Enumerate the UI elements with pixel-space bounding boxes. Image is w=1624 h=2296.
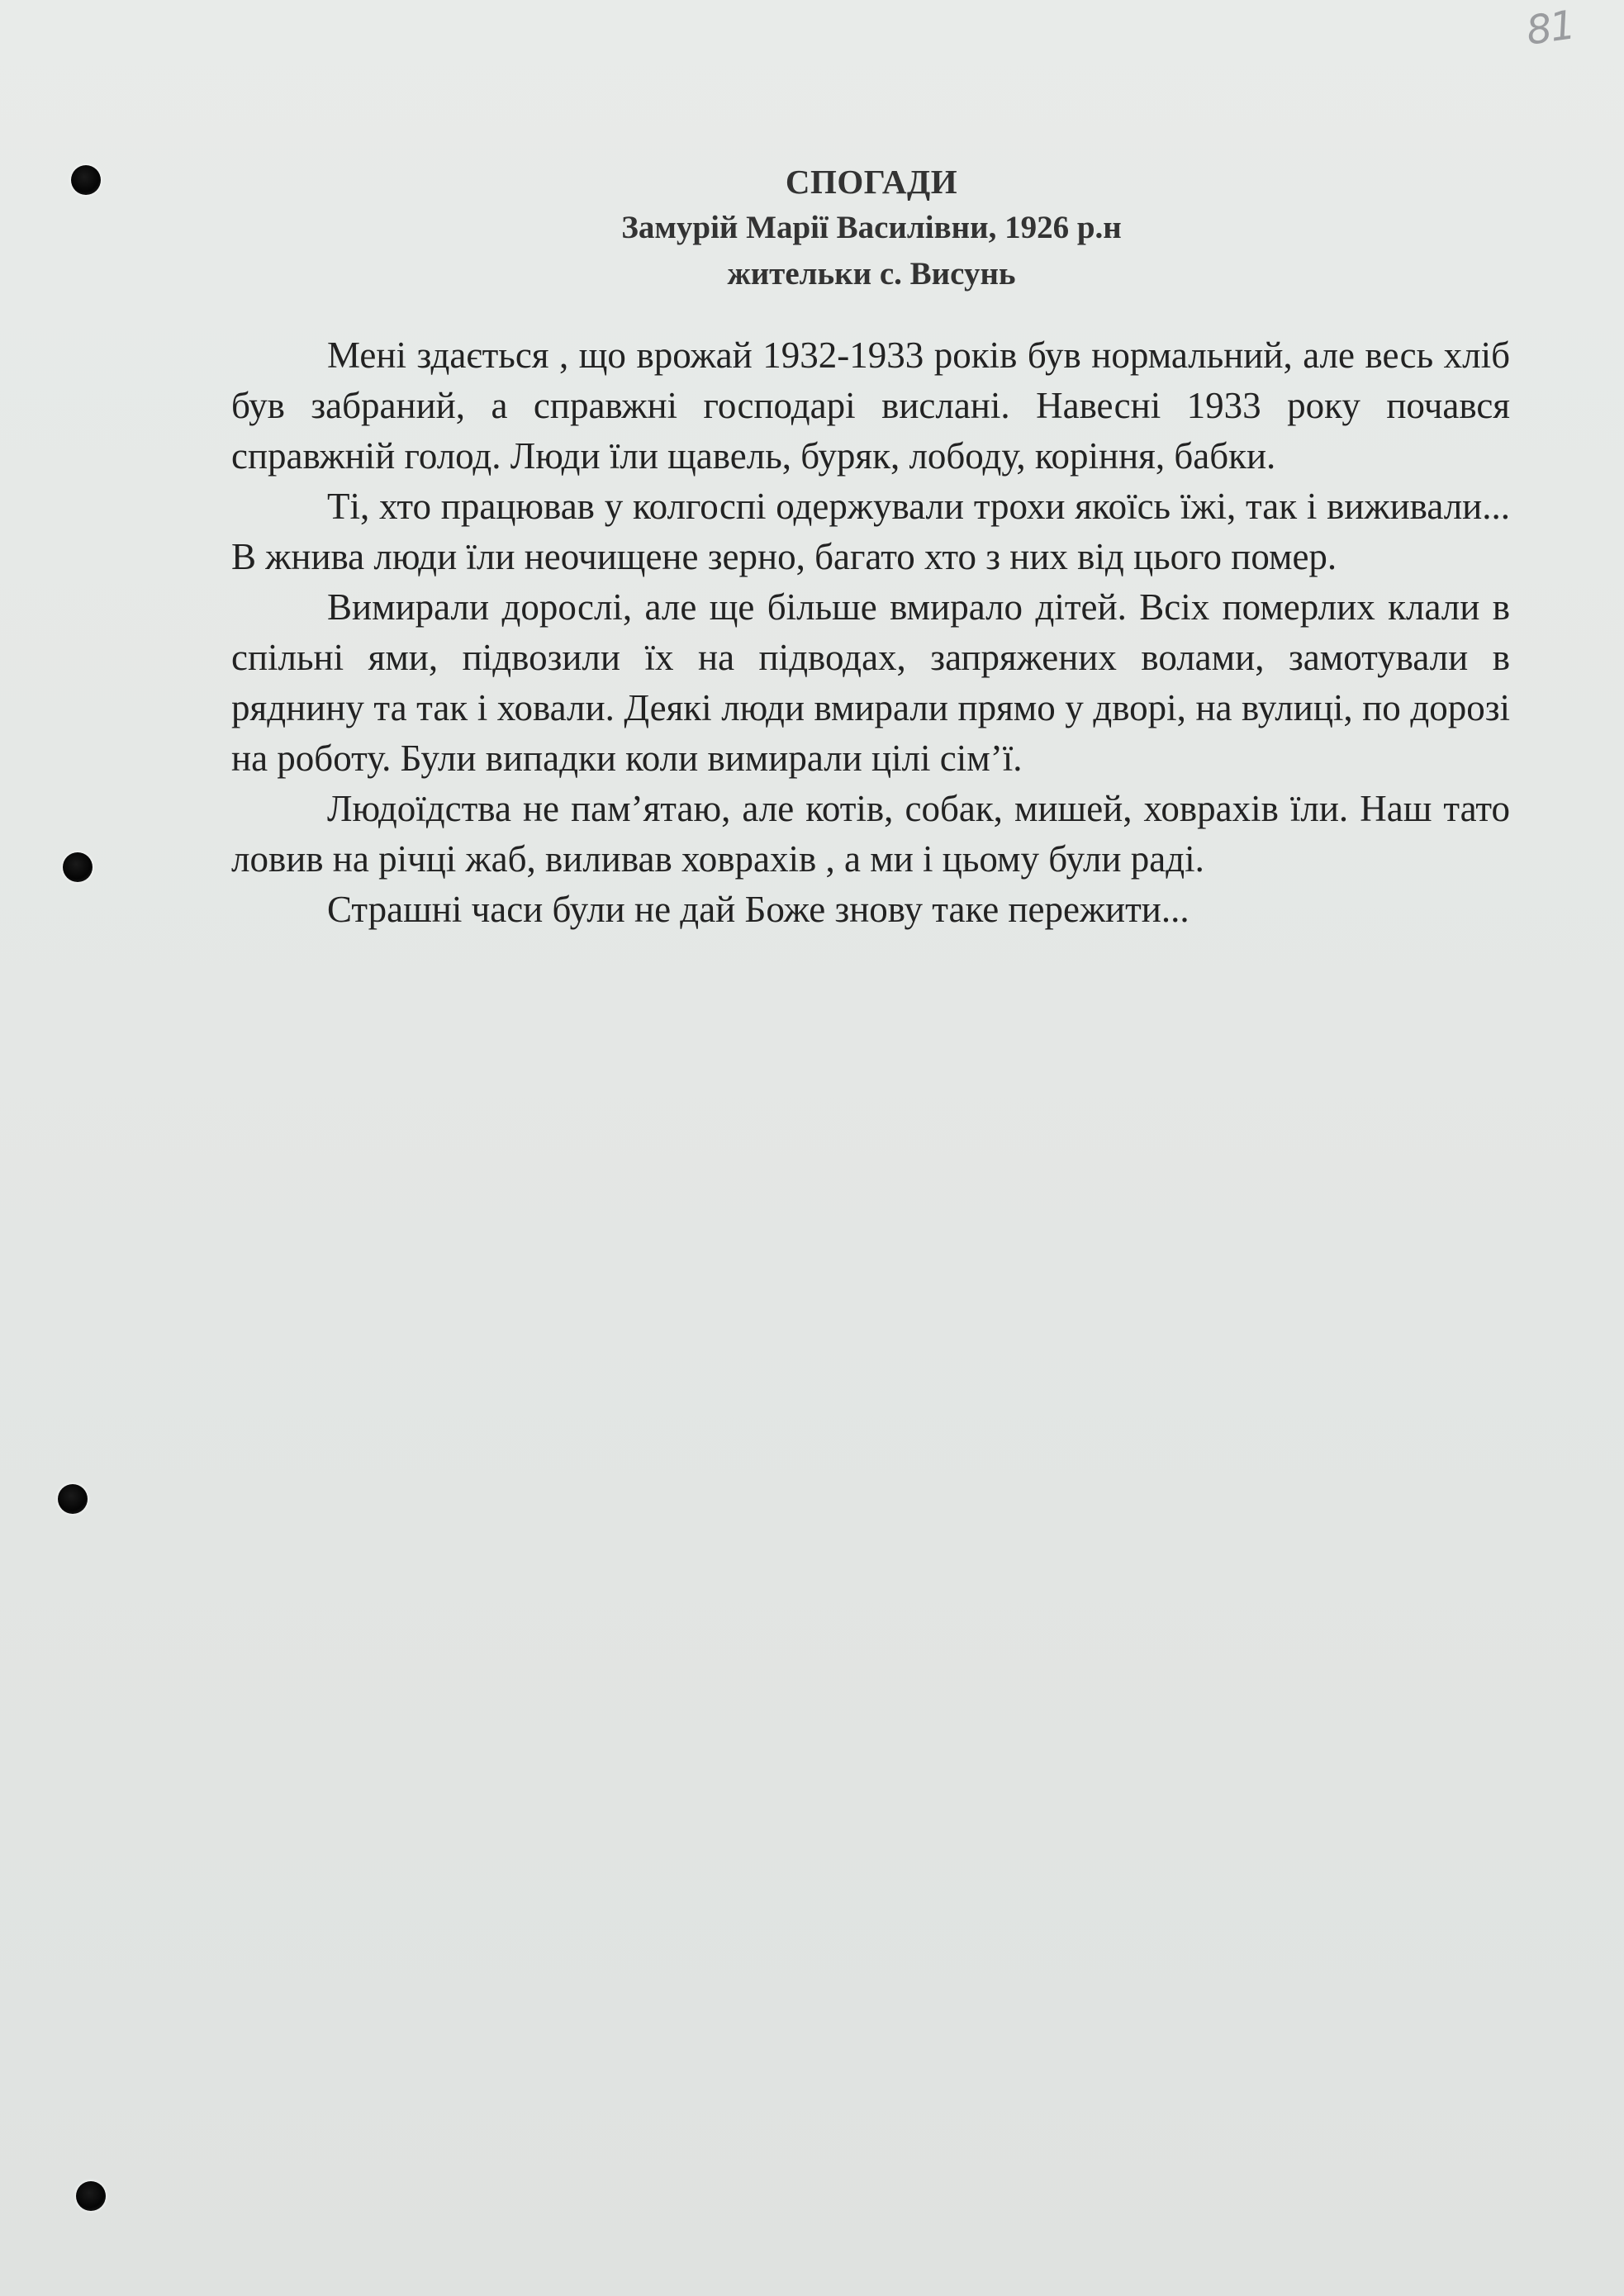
punch-hole [58, 1484, 88, 1514]
document-subtitle-place: жительки с. Висунь [727, 256, 1016, 292]
document-header [0, 159, 1624, 297]
document-body [231, 330, 1510, 935]
paragraph: Ті, хто працював у колгоспі одержували трохи якоїсь їжі, так і виживали... В жнива люди їли неочищене зерно, багато хто з них від цього помер. [231, 486, 1510, 577]
paragraph: Страшні часи були не дай Боже знову таке пережити... [327, 889, 1190, 930]
punch-hole [63, 852, 93, 882]
document-subtitle-name: Замурій Марії Василівни, 1926 р.н [621, 210, 1122, 245]
paragraph: Мені здається , що врожай 1932-1933 років був нормальний, але весь хліб був забраний, а справжні господарі вислані. Навесні 1933 року почався справжній голод. Люди їли щавель, буряк, лободу, коріння, бабки. [231, 334, 1510, 477]
paragraph: Вимирали дорослі, але ще більше вмирало дітей. Всіх померлих клали в спільні ями, підвозили їх на підводах, запряжених волами, замотували в ряднину та так і ховали. Деякі люди вмирали прямо у дворі, на вулиці, по дорозі на роботу. Були випадки коли вимирали цілі сім’ї. [231, 586, 1510, 779]
handwritten-page-number: 81 [1523, 2, 1577, 55]
paragraph: Людоїдства не пам’ятаю, але котів, собак, мишей, ховрахів їли. Наш тато ловив на річці жаб, виливав ховрахів , а ми і цьому були раді. [231, 788, 1510, 880]
punch-hole [76, 2181, 106, 2211]
document-title: СПОГАДИ [785, 163, 958, 201]
